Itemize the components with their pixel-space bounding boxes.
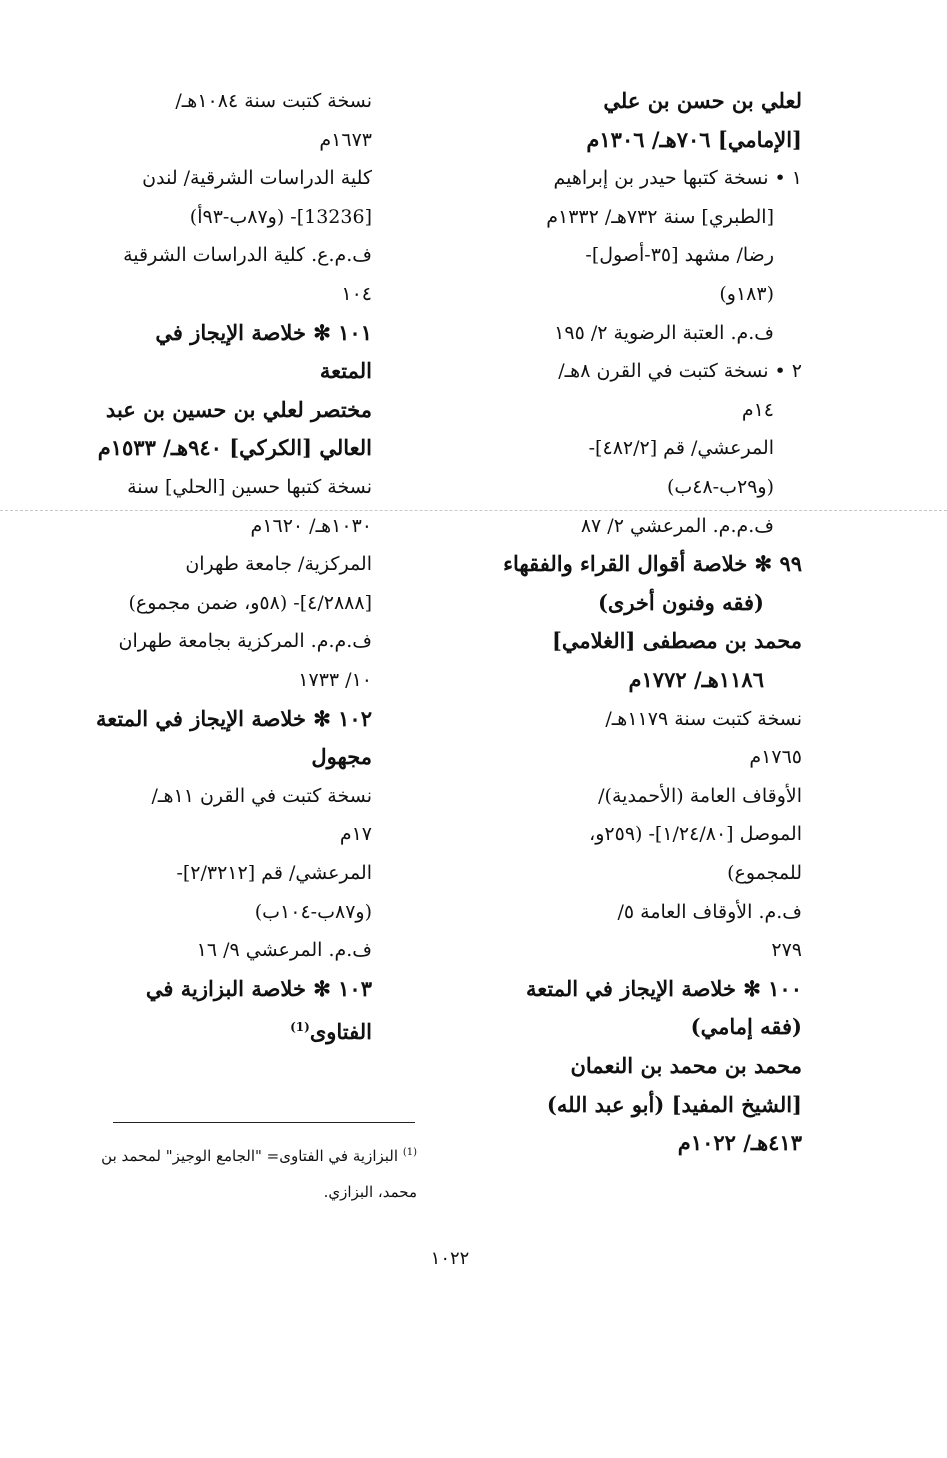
footnote bbox=[97, 1135, 417, 1210]
entry-text-line: المرعشي/ قم [٢/٣٢١٢]- bbox=[176, 862, 372, 884]
entry-text-line: (و٨٧ب-١٠٤ب) bbox=[254, 900, 372, 923]
entry-heading-line: ١٠٣ ✻ خلاصة البزازية في bbox=[145, 975, 372, 1001]
entry-text-line: المركزية/ جامعة طهران bbox=[185, 553, 372, 576]
entry-heading-line: (فقه وفنون أخرى) bbox=[597, 589, 764, 615]
entry-heading-line: محمد بن محمد بن النعمان bbox=[570, 1053, 802, 1078]
entry-text-line: [٤/٢٨٨٨]- (٥٨و، ضمن مجموع) bbox=[128, 591, 372, 614]
footnote-text-1: البزازية في الفتاوى= "الجامع الوجيز" لمحمد بن bbox=[101, 1147, 399, 1165]
entry-text-line: ١٦٧٣م bbox=[319, 128, 372, 151]
entry-text-line: [الطبري] سنة ٧٣٢هـ/ ١٣٣٢م bbox=[546, 205, 774, 228]
entry-text-line: ٢٧٩ bbox=[771, 939, 802, 962]
footnote-line-1 bbox=[97, 1135, 417, 1174]
entry-text-line: (١٨٣و) bbox=[719, 283, 774, 305]
entry-heading-line: (فقه إمامي) bbox=[690, 1014, 802, 1040]
entry-heading-line: ٤١٣هـ/ ١٠٢٢م bbox=[677, 1130, 802, 1156]
entry-heading-line: الفتاوى$^{(1)}$ bbox=[290, 1019, 372, 1045]
footnote-reference: (1) bbox=[290, 1020, 310, 1035]
entry-text-line: ٢ • نسخة كتبت في القرن ٨هـ/ bbox=[558, 360, 802, 383]
entry-heading-line: ٩٩ ✻ خلاصة أقوال القراء والفقهاء bbox=[503, 551, 802, 577]
entry-heading-line: [الشيخ المفيد] (أبو عبد الله) bbox=[546, 1091, 802, 1117]
entry-heading-line: [الإمامي] ٧٠٦هـ/ ١٣٠٦م bbox=[586, 126, 802, 152]
entry-text-line: ف.م. العتبة الرضوية ٢/ ١٩٥ bbox=[554, 321, 774, 344]
entry-heading-line: مختصر لعلي بن حسين بن عبد bbox=[105, 396, 372, 422]
entry-text-line: ١٤م bbox=[741, 398, 774, 421]
entry-text-line: نسخة كتبت سنة ١٠٨٤هـ/ bbox=[175, 90, 372, 112]
entry-text-line: ف.م.م. المركزية بجامعة طهران bbox=[118, 630, 372, 653]
entry-heading-line: لعلي بن حسن بن علي bbox=[603, 88, 802, 113]
entry-text-line: نسخة كتبها حسين [الحلي] سنة bbox=[127, 476, 372, 498]
footnote-line-2: محمد، البزازي. bbox=[323, 1183, 417, 1201]
footnote-marker: (1) bbox=[402, 1147, 417, 1158]
entry-text-line: نسخة كتبت في القرن ١١هـ/ bbox=[151, 784, 372, 807]
entry-text-line: رضا/ مشهد [٣٥-أصول]- bbox=[585, 244, 774, 267]
entry-text-line: الموصل [١/٢٤/٨٠]- (٢٥٩و، bbox=[589, 823, 802, 846]
entry-text-line: ١٠٤ bbox=[341, 283, 372, 305]
entry-text-line: ف.م. المرعشي ٩/ ١٦ bbox=[196, 939, 372, 962]
entry-text-line: كلية الدراسات الشرقية/ لندن bbox=[142, 167, 372, 190]
entry-heading-line: ١١٨٦هـ/ ١٧٧٢م bbox=[628, 667, 764, 692]
entry-heading-line: ١٠١ ✻ خلاصة الإيجاز في bbox=[155, 319, 372, 345]
entry-heading-line: المتعة bbox=[319, 358, 372, 384]
entry-text-line: للمجموع) bbox=[727, 862, 802, 884]
entry-heading-line: محمد بن مصطفى [الغلامي] bbox=[551, 628, 802, 654]
entry-text-line: ١٧م bbox=[339, 823, 372, 846]
entry-text-line: المرعشي/ قم [٤٨٢/٢]- bbox=[588, 437, 774, 460]
entry-text-line: ف.م.ع. كلية الدراسات الشرقية bbox=[123, 244, 372, 267]
page-fold-line bbox=[0, 510, 947, 511]
entry-text-line: ١٠٣٠هـ/ ١٦٢٠م bbox=[250, 514, 372, 537]
entry-heading-line: مجهول bbox=[311, 744, 372, 770]
entry-text-line: (و٢٩ب-٤٨ب) bbox=[666, 476, 774, 498]
page-number: ١٠٢٢ bbox=[430, 1248, 470, 1269]
entry-text-line: نسخة كتبت سنة ١١٧٩هـ/ bbox=[605, 707, 802, 730]
entry-text-line: [13236]- (و٨٧ب-٩٣أ) bbox=[189, 205, 372, 228]
entry-text-line: ١٧٦٥م bbox=[749, 746, 802, 769]
footnote-divider bbox=[113, 1122, 415, 1123]
entry-text-line: ١٠/ ١٧٣٣ bbox=[298, 669, 372, 691]
entry-text-line: الأوقاف العامة (الأحمدية)/ bbox=[598, 784, 802, 807]
entry-text-line: ١ • نسخة كتبها حيدر بن إبراهيم bbox=[553, 167, 802, 190]
entry-text-line: ف.م. الأوقاف العامة ٥/ bbox=[617, 900, 802, 923]
entry-heading-line: ١٠٢ ✻ خلاصة الإيجاز في المتعة bbox=[96, 705, 372, 731]
entry-text-line: ف.م.م. المرعشي ٢/ ٨٧ bbox=[580, 514, 774, 537]
entry-heading-line: العالي [الكركي] ٩٤٠هـ/ ١٥٣٣م bbox=[97, 435, 372, 461]
entry-heading-line: ١٠٠ ✻ خلاصة الإيجاز في المتعة bbox=[526, 975, 802, 1001]
